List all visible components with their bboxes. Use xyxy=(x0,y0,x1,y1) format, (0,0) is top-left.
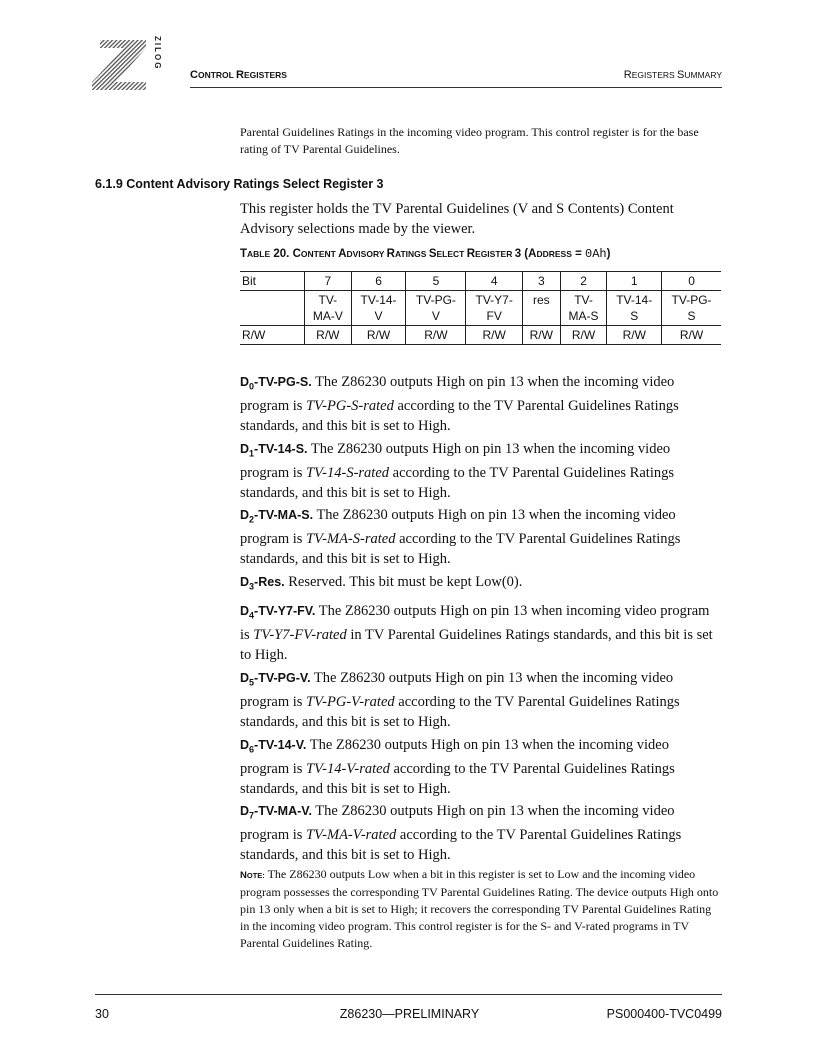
table-cell: R/W xyxy=(406,326,466,345)
table-cell: R/W xyxy=(466,326,522,345)
table-cell xyxy=(240,291,305,326)
table-cell: 1 xyxy=(607,272,662,291)
bit-description-d2: $D_2-TV-MA-S$. The Z86230 outputs High on pin 13 when the incoming video program is TV-MA-S-rated according to the TV Parental Guidelines Ratings standards, and this bit is set to High. xyxy=(240,507,681,567)
table-caption: TABLE 20. CONTENT ADVISORY RATINGS SELECT REGISTER 3 (ADDRESS = 0Ah) xyxy=(240,247,611,261)
footer-divider xyxy=(95,994,722,995)
table-cell: 7 xyxy=(305,272,352,291)
table-cell: R/W xyxy=(240,326,305,345)
table-cell: 5 xyxy=(406,272,466,291)
note-paragraph: NOTE: The Z86230 outputs Low when a bit in this register is set to Low and the incoming video program possesses the corresponding TV Parental Guidelines Rating. The device outputs High onto pin 13 only when a bit is set to High; it recovers the corresponding TV Parental Guidelines Rating in the incoming video program. This control register is for the S- and V-rated programs in TV Parental Guidelines Rating. xyxy=(240,867,719,950)
table-cell: res xyxy=(522,291,560,326)
bit-description-d7: $D_7-TV-MA-V$. The Z86230 outputs High on pin 13 when the incoming video program is TV-MA-V-rated according to the TV Parental Guidelines Ratings standards, and this bit is set to High. xyxy=(240,803,682,863)
bit-description-d4: $D_4-TV-Y7-FV$. The Z86230 outputs High on pin 13 when incoming video program is TV-Y7-FV-rated in TV Parental Guidelines Ratings standards, and this bit is set to High. xyxy=(240,603,713,663)
table-cell: R/W xyxy=(560,326,607,345)
section-paragraph: This register holds the TV Parental Guidelines (V and S Contents) Content Advisory selections made by the viewer. xyxy=(240,201,674,237)
table-row-bit-names xyxy=(240,291,721,326)
table-cell: R/W xyxy=(662,326,721,345)
register-table xyxy=(240,271,721,345)
table-cell: 2 xyxy=(560,272,607,291)
table-cell: TV- MA-S xyxy=(560,291,607,326)
bit-description-d6: $D_6-TV-14-V$. The Z86230 outputs High on pin 13 when the incoming video program is TV-14-V-rated according to the TV Parental Guidelines Ratings standards, and this bit is set to High. xyxy=(240,737,675,797)
intro-paragraph: Parental Guidelines Ratings in the incoming video program. This control register is for the base rating of TV Parental Guidelines. xyxy=(240,125,699,156)
bit-description-d0: $D_0-TV-PG-S$. The Z86230 outputs High on pin 13 when the incoming video program is TV-PG-S-rated according to the TV Parental Guidelines Ratings standards, and this bit is set to High. xyxy=(240,374,679,434)
table-cell: R/W xyxy=(607,326,662,345)
table-cell: TV-PG- S xyxy=(662,291,721,326)
header-section-title: REGISTERS SUMMARY xyxy=(623,69,722,81)
header-divider xyxy=(190,87,722,88)
footer-document-id: PS000400-TVC0499 xyxy=(606,1007,722,1021)
table-cell: TV-Y7- FV xyxy=(466,291,522,326)
table-cell: TV-14- S xyxy=(607,291,662,326)
table-header-row xyxy=(240,272,721,291)
logo-wordmark: ZILOG xyxy=(153,36,162,71)
header-chapter-title: CONTROL REGISTERS xyxy=(190,69,287,81)
table-cell: R/W xyxy=(351,326,406,345)
table-cell: Bit xyxy=(240,272,305,291)
table-cell: TV-14- V xyxy=(351,291,406,326)
table-cell: 3 xyxy=(522,272,560,291)
bit-description-d3: $D_3$-Res. Reserved. This bit must be kept Low(0). xyxy=(240,574,523,592)
table-cell: R/W xyxy=(305,326,352,345)
page-number: 30 xyxy=(95,1007,109,1021)
table-cell: R/W xyxy=(522,326,560,345)
table-cell: 6 xyxy=(351,272,406,291)
table-cell: TV- MA-V xyxy=(305,291,352,326)
footer-document-title: Z86230—PRELIMINARY xyxy=(339,1007,480,1021)
bit-description-d5: $D_5-TV-PG-V$. The Z86230 outputs High on pin 13 when the incoming video program is TV-PG-V-rated according to the TV Parental Guidelines Ratings standards, and this bit is set to High. xyxy=(240,670,680,730)
table-cell: 0 xyxy=(662,272,721,291)
table-row-access xyxy=(240,326,721,345)
bit-description-d1: $D_1-TV-14-S$. The Z86230 outputs High on pin 13 when the incoming video program is TV-14-S-rated according to the TV Parental Guidelines Ratings standards, and this bit is set to High. xyxy=(240,441,674,501)
table-cell: TV-PG- V xyxy=(406,291,466,326)
table-cell: 4 xyxy=(466,272,522,291)
section-heading: 6.1.9 Content Advisory Ratings Select Register 3 xyxy=(95,177,384,191)
